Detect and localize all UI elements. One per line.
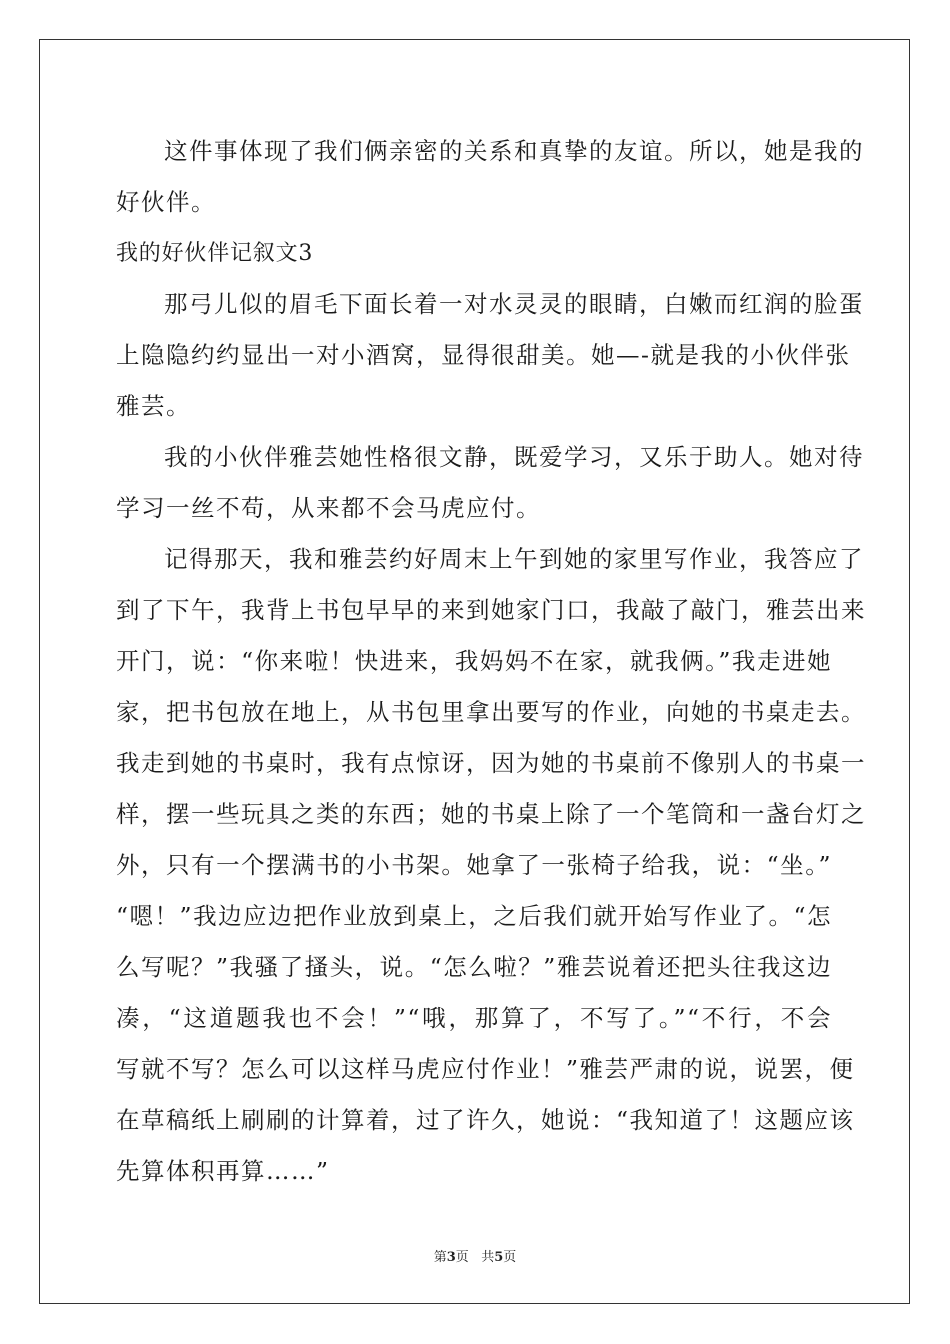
text-line: 记得那天，我和雅芸约好周末上午到她的家里写作业，我答应了 — [164, 545, 864, 573]
document-body — [116, 126, 866, 1197]
page-current-number: 3 — [446, 1250, 456, 1265]
paragraph — [116, 534, 866, 1197]
paragraph — [116, 432, 864, 534]
text-line: 这件事体现了我们俩亲密的关系和真挚的友谊。所以，她是我的 — [164, 137, 864, 165]
page-footer — [0, 1246, 950, 1265]
section-heading: 我的好伙伴记叙文3 — [116, 241, 314, 266]
paragraph — [116, 126, 864, 228]
page-middle-text: 页 共 — [455, 1250, 495, 1265]
page-total-number: 5 — [494, 1250, 504, 1265]
text-line: 雅芸。 — [116, 392, 191, 420]
text-line: 外，只有一个摆满书的小书架。她拿了一张椅子给我，说：“坐。” — [116, 851, 832, 879]
text-line: 上隐隐约约显出一对小酒窝，显得很甜美。她—-就是我的小伙伴张 — [116, 341, 851, 369]
text-line: 好伙伴。 — [116, 188, 216, 216]
text-line: 在草稿纸上刷刷的计算着，过了许久，她说：“我知道了！这题应该 — [116, 1106, 855, 1134]
paragraph — [116, 279, 864, 432]
text-line: 那弓儿似的眉毛下面长着一对水灵灵的眼睛，白嫩而红润的脸蛋 — [164, 290, 864, 318]
text-line: “嗯！”我边应边把作业放到桌上，之后我们就开始写作业了。“怎 — [116, 902, 832, 930]
text-line: 我走到她的书桌时，我有点惊讶，因为她的书桌前不像别人的书桌一 — [116, 749, 866, 777]
text-line: 到了下午，我背上书包早早的来到她家门口，我敲了敲门，雅芸出来 — [116, 596, 866, 624]
text-line: 学习一丝不苟，从来都不会马虎应付。 — [116, 494, 541, 522]
page-suffix: 页 — [503, 1250, 517, 1265]
text-line: 开门，说：“你来啦！快进来，我妈妈不在家，就我俩。”我走进她 — [116, 647, 832, 675]
text-line: 先算体积再算……” — [116, 1157, 330, 1185]
text-line: 凑，“这道题我也不会！”“哦，那算了，不写了。”“不行，不会 — [116, 1004, 832, 1032]
page-prefix: 第 — [433, 1250, 447, 1265]
text-line: 写就不写？怎么可以这样马虎应付作业！”雅芸严肃的说，说罢，便 — [116, 1055, 855, 1083]
text-line: 样，摆一些玩具之类的东西；她的书桌上除了一个笔筒和一盏台灯之 — [116, 800, 866, 828]
text-line: 家，把书包放在地上，从书包里拿出要写的作业，向她的书桌走去。 — [116, 698, 866, 726]
text-line: 我的小伙伴雅芸她性格很文静，既爱学习，又乐于助人。她对待 — [164, 443, 864, 471]
text-line: 么写呢？”我骚了搔头，说。“怎么啦？”雅芸说着还把头往我这边 — [116, 953, 832, 981]
